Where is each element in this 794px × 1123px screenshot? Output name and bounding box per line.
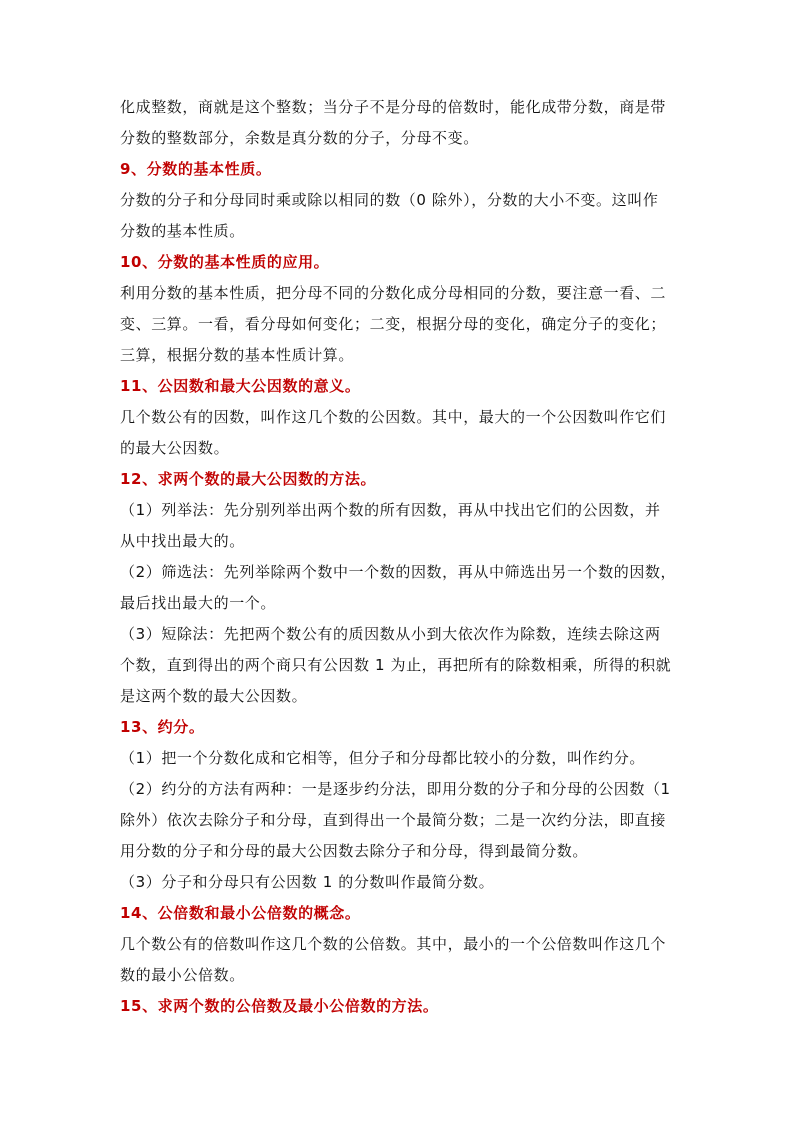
section-continuation: [120, 92, 680, 154]
paragraph-line: 用分数的分子和分母的最大公因数去除分子和分母，得到最简分数。: [120, 842, 589, 860]
section-heading: 12、求两个数的最大公因数的方法。: [120, 470, 377, 488]
section-heading: 14、公倍数和最小公倍数的概念。: [120, 904, 361, 922]
document-page: [120, 92, 680, 1022]
paragraph-line: 分数的整数部分，余数是真分数的分子，分母不变。: [120, 129, 479, 147]
section-10: [120, 247, 680, 371]
paragraph-line: （2）筛选法：先列举除两个数中一个数的因数，再从中筛选出另一个数的因数，: [120, 563, 677, 581]
paragraph-line: 个数，直到得出的两个商只有公因数 1 为止，再把所有的除数相乘，所得的积就: [120, 656, 672, 674]
paragraph-line: 的最大公因数。: [120, 439, 230, 457]
section-heading: 15、求两个数的公倍数及最小公倍数的方法。: [120, 997, 439, 1015]
section-9: [120, 154, 680, 247]
section-13: [120, 712, 680, 898]
paragraph-line: 化成整数，商就是这个整数；当分子不是分母的倍数时，能化成带分数，商是带: [120, 98, 667, 116]
paragraph-line: 变、三算。一看，看分母如何变化；二变，根据分母的变化，确定分子的变化；: [120, 315, 667, 333]
section-11: [120, 371, 680, 464]
paragraph-line: （2）约分的方法有两种：一是逐步约分法，即用分数的分子和分母的公因数（1: [120, 780, 671, 798]
section-15: [120, 991, 680, 1022]
section-heading: 11、公因数和最大公因数的意义。: [120, 377, 361, 395]
paragraph-line: 分数的分子和分母同时乘或除以相同的数（0 除外），分数的大小不变。这叫作: [120, 191, 659, 209]
paragraph-line: （1）列举法：先分别列举出两个数的所有因数，再从中找出它们的公因数，并: [120, 501, 661, 519]
paragraph-line: （1）把一个分数化成和它相等，但分子和分母都比较小的分数，叫作约分。: [120, 749, 645, 767]
paragraph-line: 从中找出最大的。: [120, 532, 245, 550]
section-heading: 13、约分。: [120, 718, 205, 736]
paragraph-line: 是这两个数的最大公因数。: [120, 687, 308, 705]
section-heading: 9、分数的基本性质。: [120, 160, 272, 178]
section-12: [120, 464, 680, 712]
paragraph-line: 三算，根据分数的基本性质计算。: [120, 346, 355, 364]
paragraph-line: 除外）依次去除分子和分母，直到得出一个最简分数；二是一次约分法，即直接: [120, 811, 667, 829]
section-heading: 10、分数的基本性质的应用。: [120, 253, 330, 271]
paragraph-line: （3）分子和分母只有公因数 1 的分数叫作最简分数。: [120, 873, 495, 891]
paragraph-line: 几个数公有的倍数叫作这几个数的公倍数。其中，最小的一个公倍数叫作这几个: [120, 935, 667, 953]
paragraph-line: 数的最小公倍数。: [120, 966, 245, 984]
paragraph-line: 利用分数的基本性质，把分母不同的分数化成分母相同的分数，要注意一看、二: [120, 284, 667, 302]
paragraph-line: 分数的基本性质。: [120, 222, 245, 240]
paragraph-line: （3）短除法：先把两个数公有的质因数从小到大依次作为除数，连续去除这两: [120, 625, 661, 643]
paragraph-line: 最后找出最大的一个。: [120, 594, 277, 612]
section-14: [120, 898, 680, 991]
paragraph-line: 几个数公有的因数，叫作这几个数的公因数。其中，最大的一个公因数叫作它们: [120, 408, 667, 426]
